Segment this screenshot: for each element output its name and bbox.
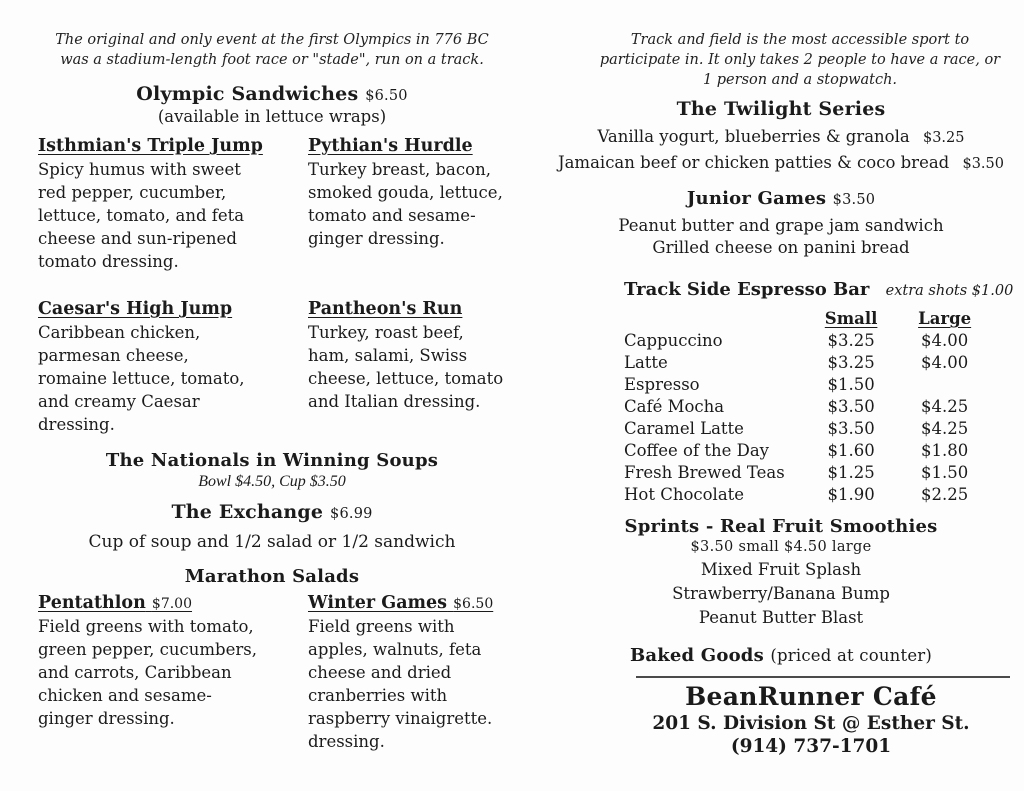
item-description: Turkey breast, bacon, smoked gouda, lettuce, tomato and sesame-ginger dressing. xyxy=(308,160,503,248)
item-price: $3.50 xyxy=(962,156,1004,172)
item-description: Caribbean chicken, parmesan cheese, romaine lettuce, tomato, and creamy Caesar dressing. xyxy=(38,323,245,434)
cafe-address: 201 S. Division St @ Esther St. xyxy=(652,713,970,734)
menu-item-pentathlon xyxy=(38,593,290,753)
item-price: $6.50 xyxy=(453,596,494,612)
drink-price-small: $1.25 xyxy=(827,463,875,482)
item-name: Isthmian's Triple Jump xyxy=(38,136,263,156)
drink-name: Cappuccino xyxy=(624,331,723,350)
espresso-bar-header xyxy=(624,279,1020,300)
item-description: Field greens with tomato, green pepper, cucumbers, and carrots, Caribbean chicken and sesame-ginger dressing. xyxy=(38,617,257,728)
sandwiches-title: Olympic Sandwiches xyxy=(136,83,359,105)
baked-goods-note: (priced at counter) xyxy=(770,646,933,665)
item-description: Turkey, roast beef, ham, salami, Swiss cheese, lettuce, tomato and Italian dressing. xyxy=(308,323,504,411)
drink-name: Latte xyxy=(624,353,668,372)
drink-price-large: $1.80 xyxy=(920,441,969,460)
smoothie-item: Peanut Butter Blast xyxy=(698,608,864,627)
right-quote-line-2: participate in. It only takes 2 people to have a race, or xyxy=(599,52,1001,68)
espresso-row-cappuccino xyxy=(624,330,996,352)
smoothie-item: Strawberry/Banana Bump xyxy=(672,584,890,603)
baked-goods-title: Baked Goods xyxy=(629,645,764,666)
exchange-price: $6.99 xyxy=(330,506,373,522)
salad-grid xyxy=(38,593,506,753)
menu-item-pythians-hurdle xyxy=(308,136,506,273)
espresso-row-fresh-brewed-teas xyxy=(624,462,996,484)
footer-divider xyxy=(636,676,1010,678)
menu-item-caesars-high-jump xyxy=(38,299,290,436)
item-price: $7.00 xyxy=(151,596,193,612)
small-column-label: Small xyxy=(824,309,878,328)
drink-name: Café Mocha xyxy=(624,397,725,416)
right-quote-line-1: Track and field is the most accessible sport to xyxy=(630,32,970,48)
drink-name: Caramel Latte xyxy=(624,419,744,438)
exchange-description: Cup of soup and 1/2 salad or 1/2 sandwich xyxy=(88,532,456,552)
twilight-item-1 xyxy=(542,127,1020,146)
espresso-price-table xyxy=(624,308,996,506)
item-name: Pythian's Hurdle xyxy=(308,136,473,156)
baked-goods-title-line xyxy=(542,645,1020,666)
item-name-with-price xyxy=(308,593,506,613)
left-quote-line-2: was a stadium-length foot race or "stade", run on a track. xyxy=(60,52,484,68)
exchange-title: The Exchange xyxy=(171,501,324,523)
cafe-name: BeanRunner Café xyxy=(685,682,937,711)
item-name: Jamaican beef or chicken patties & coco bread xyxy=(557,153,950,172)
left-quote-line-1: The original and only event at the first Olympics in 776 BC xyxy=(55,32,489,48)
smoothies-list xyxy=(542,559,1020,629)
espresso-row-hot-chocolate xyxy=(624,484,996,506)
item-name: Vanilla yogurt, blueberries & granola xyxy=(597,127,910,146)
cafe-phone: (914) 737-1701 xyxy=(730,736,892,757)
exchange-section-title xyxy=(38,501,506,523)
junior-games-item-1: Peanut butter and grape jam sandwich xyxy=(618,216,944,235)
espresso-row-coffee-of-the-day xyxy=(624,440,996,462)
drink-price-small: $1.60 xyxy=(827,441,875,460)
smoothies-price-line: $3.50 small $4.50 large xyxy=(690,539,872,555)
drink-name: Hot Chocolate xyxy=(624,485,745,504)
item-name: Winter Games xyxy=(308,593,448,613)
right-quote-line-3: 1 person and a stopwatch. xyxy=(702,72,898,88)
espresso-row-caramel-latte xyxy=(624,418,996,440)
twilight-title: The Twilight Series xyxy=(676,98,886,120)
drink-price-large: $4.00 xyxy=(920,353,969,372)
espresso-row-cafe-mocha xyxy=(624,396,996,418)
menu-item-isthmians-triple-jump xyxy=(38,136,290,273)
espresso-bar-title: Track Side Espresso Bar xyxy=(624,279,870,300)
drink-price-small: $3.25 xyxy=(827,331,875,350)
smoothies-title: Sprints - Real Fruit Smoothies xyxy=(624,516,938,537)
drink-price-small: $1.50 xyxy=(827,375,875,394)
sandwiches-section-title xyxy=(38,83,506,105)
item-name: Pentathlon xyxy=(38,593,146,613)
left-quote xyxy=(38,30,506,70)
espresso-col-item xyxy=(624,308,809,330)
soups-title: The Nationals in Winning Soups xyxy=(105,450,439,471)
junior-games-title: Junior Games xyxy=(686,188,827,209)
menu-item-pantheons-run xyxy=(308,299,506,436)
sandwich-grid xyxy=(38,136,506,436)
drink-price-small: $1.90 xyxy=(827,485,875,504)
drink-price-large: $4.00 xyxy=(920,331,969,350)
menu-item-winter-games xyxy=(308,593,506,753)
espresso-row-latte xyxy=(624,352,996,374)
drink-price-small: $3.25 xyxy=(827,353,875,372)
item-description: Field greens with apples, walnuts, feta cheese and dried cranberries with raspberry vinaigrette. dressing. xyxy=(308,617,493,751)
cafe-footer xyxy=(602,682,1020,757)
drink-price-large: $1.50 xyxy=(920,463,969,482)
junior-games-item-2: Grilled cheese on panini bread xyxy=(652,238,910,257)
sandwiches-subtitle: (available in lettuce wraps) xyxy=(157,107,387,126)
junior-games-section-title xyxy=(542,188,1020,209)
espresso-col-large xyxy=(893,308,996,330)
espresso-extra-shots-note: extra shots $1.00 xyxy=(885,283,1014,299)
drink-price-small: $3.50 xyxy=(827,419,875,438)
smoothie-item: Mixed Fruit Splash xyxy=(700,560,862,579)
drink-price-large xyxy=(893,374,996,396)
salads-title: Marathon Salads xyxy=(184,566,360,587)
espresso-row-espresso xyxy=(624,374,996,396)
sandwiches-price: $6.50 xyxy=(365,88,408,104)
drink-name: Fresh Brewed Teas xyxy=(624,463,785,482)
drink-name: Coffee of the Day xyxy=(624,441,769,460)
item-name: Pantheon's Run xyxy=(308,299,463,319)
item-description: Spicy humus with sweet red pepper, cucumber, lettuce, tomato, and feta cheese and sun-ripened tomato dressing. xyxy=(38,160,245,271)
drink-price-large: $4.25 xyxy=(920,419,969,438)
item-price: $3.25 xyxy=(922,130,965,146)
item-name-with-price xyxy=(38,593,290,613)
large-column-label: Large xyxy=(918,309,972,328)
drink-price-small: $3.50 xyxy=(827,397,875,416)
drink-name: Espresso xyxy=(624,375,700,394)
item-name: Caesar's High Jump xyxy=(38,299,233,319)
soups-price-line: Bowl $4.50, Cup $3.50 xyxy=(198,473,346,490)
right-quote xyxy=(588,30,1012,90)
junior-games-price: $3.50 xyxy=(832,192,876,208)
drink-price-large: $4.25 xyxy=(920,397,969,416)
espresso-col-small xyxy=(809,308,893,330)
drink-price-large: $2.25 xyxy=(920,485,969,504)
espresso-table-header-row xyxy=(624,308,996,330)
twilight-item-2 xyxy=(542,153,1020,172)
menu-page-right xyxy=(512,0,1024,791)
